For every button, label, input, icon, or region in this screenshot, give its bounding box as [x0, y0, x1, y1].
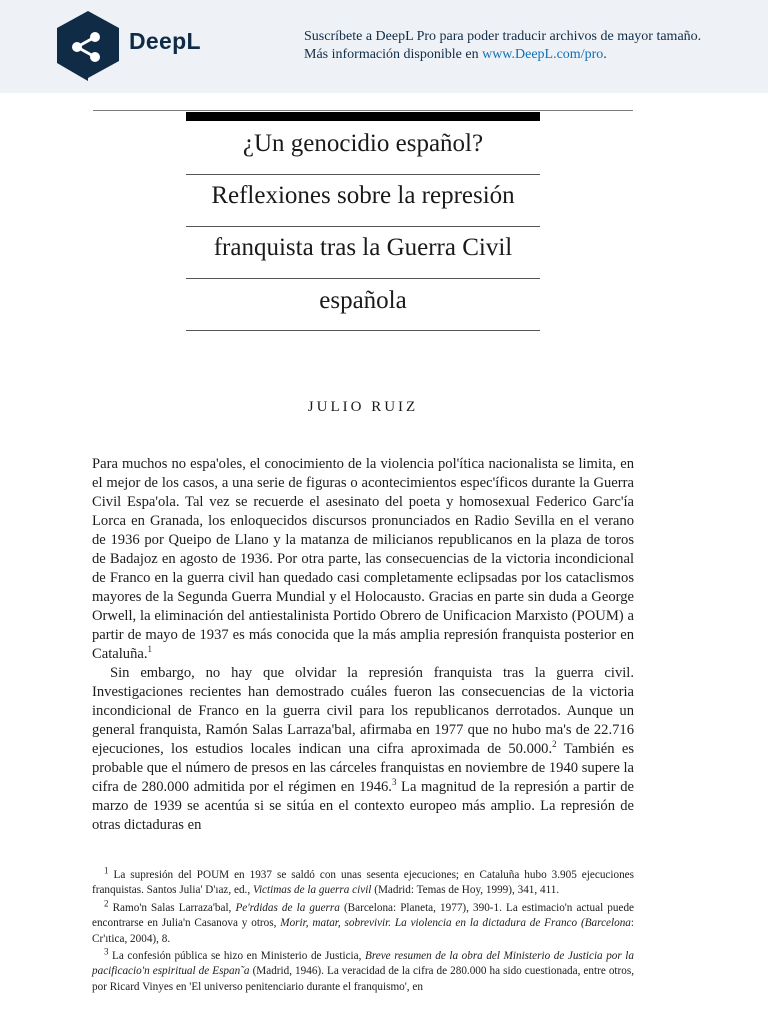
footnote-mark: 1	[104, 865, 109, 876]
footnote-ref-3[interactable]: 3	[391, 777, 397, 788]
deepl-banner	[0, 0, 768, 93]
title-rule	[186, 278, 540, 279]
deepl-logo-icon[interactable]	[57, 11, 119, 81]
title-rule	[186, 330, 540, 331]
footnote-text: Ramo'n Salas Larraza'bal,	[108, 901, 236, 914]
title-line-1: ¿Un genocidio español?	[242, 130, 484, 157]
paragraph-2-text-a: Sin embargo, no hay que olvidar la represión franquista tras la guerra civil. Investigaciones recientes han demostrado cuáles fueron las consecuencias de la victoria incondicional de Franco en la guerra civil para los republicanos derrotados. Aunque un general franquista, Ramón Salas Larraza'bal, afirmaba en 1977 que no hubo ma's de 22.716 ejecuciones, los estudios locales indican una cifra aproximada de 50.000.	[92, 665, 634, 757]
footnote-mark: 3	[104, 946, 109, 957]
footnote-title: Morir, matar, sobrevivir. La violencia en la dictadura de Franco (Barcelona	[280, 917, 631, 930]
title-line-4: española	[319, 287, 407, 314]
footnote-text: (Barcelona: Planeta, 1977), 390-1. La estimacio'n actual puede encontrarse en Julia'n Casanova y otros,	[92, 901, 635, 930]
promo-suffix: .	[603, 47, 607, 62]
footnote-1	[92, 865, 634, 899]
title-rule	[186, 174, 540, 175]
footnote-ref-2[interactable]: 2	[552, 739, 557, 750]
footnote-2	[92, 898, 635, 947]
paragraph-2-text-b: También es probable que el número de presos en las cárceles franquistas en noviembre de 1940 supere la cifra de 280.000 admitida por el régimen en 1946.	[92, 741, 634, 795]
article-body	[92, 455, 634, 835]
deepl-pro-link[interactable]: www.DeepL.com/pro	[482, 47, 604, 62]
title-line-2: Reflexiones sobre la represión	[211, 182, 515, 209]
footnote-text: : Cr'ıtica, 2004), 8.	[92, 917, 634, 945]
footnotes	[92, 865, 635, 997]
title-top-bar	[186, 112, 540, 121]
paragraph-1-text: Para muchos no espa'oles, el conocimiento de la violencia pol'ítica nacionalista se limita, en el mejor de los casos, a una serie de figuras o acontecimientos espec'íficos durante la Guerra Civil Espa'ola. Tal vez se recuerde el asesinato del poeta y homosexual Federico Garc'ía Lorca en Granada, los enloquecidos discursos pronunciados en Radio Sevilla en el verano de 1936 por Queipo de Llano y la matanza de milicianos republicanos en la plaza de toros de Badajoz en agosto de 1936. Por otra parte, las consecuencias de la victoria incondicional de Franco en la guerra civil han quedado casi completamente eclipsadas por los cataclismos mayores de la Segunda Guerra Mundial y el Holocausto. Gracias en parte sin duda a George Orwell, la eliminación del antiestalinista Portido Obrero de Unificacion Marxisto (POUM) a partir de mayo de 1937 es más conocida que la más amplia represión franquista posterior en Cataluña.	[92, 456, 634, 662]
promo-line-2	[304, 46, 764, 64]
header-rule	[93, 110, 633, 111]
paragraph-2-text-c: La magnitud de la represión a partir de marzo de 1939 se acentúa si se sitúa en el contexto europeo más amplio. La represión de otras dictaduras en	[92, 779, 634, 833]
footnote-title: Victimas de la guerra civil	[252, 884, 372, 897]
paragraph-2	[92, 664, 634, 835]
title-rule	[186, 226, 540, 227]
paragraph-1	[92, 455, 634, 664]
footnote-title: Breve resumen de la obra del Ministerio de Justicia por la pacificacio'n espiritual de Espan˜a	[92, 950, 635, 978]
deepl-logo-text: DeepL	[129, 28, 201, 54]
author-name: JULIO RUIZ	[307, 399, 419, 415]
footnote-3	[92, 946, 635, 995]
footnote-text: (Madrid, 1946). La veracidad de la cifra de 280.000 ha sido cuestionada, entre otros, por Ricard Vinyes en 'El universo penitenciario durante el franquismo', en	[92, 965, 634, 993]
pro-promo-text	[304, 28, 764, 64]
footnote-ref-1[interactable]: 1	[147, 644, 153, 655]
footnote-text: (Madrid: Temas de Hoy, 1999), 341, 411.	[371, 884, 560, 897]
promo-prefix: Más información disponible en	[304, 47, 483, 62]
promo-line-1: Suscríbete a DeepL Pro para poder traducir archivos de mayor tamaño.	[304, 29, 702, 44]
footnote-title: Pe'rdidas de la guerra	[235, 901, 340, 914]
footnote-text: La confesión pública se hizo en Ministerio de Justicia,	[108, 950, 365, 963]
footnote-text: La supresión del POUM en 1937 se saldó con unas sesenta ejecuciones; en Cataluña hubo 3.905 ejecuciones franquistas. Santos Julia' D'ıaz, ed.,	[92, 869, 634, 897]
title-line-3: franquista tras la Guerra Civil	[213, 234, 513, 261]
footnote-mark: 2	[104, 898, 109, 909]
